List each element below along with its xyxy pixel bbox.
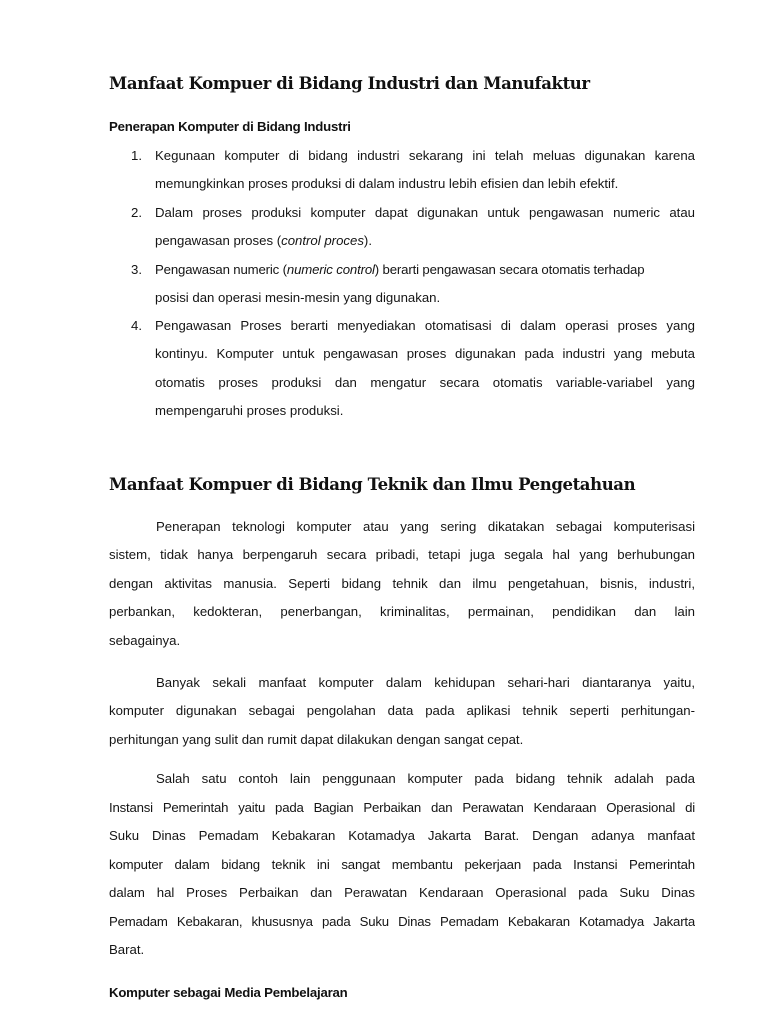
list-item-line: Pengawasan Proses berarti menyediakan otomatisasi di dalam operasi proses yang — [155, 318, 695, 333]
paragraph-line: perhitungan yang sulit dan rumit dapat dilakukan dengan sangat cepat. — [109, 732, 524, 747]
list-item-line: kontinyu. Komputer untuk pengawasan proses digunakan pada industri yang mebuta — [155, 346, 695, 361]
paragraph-line: sebagainya. — [109, 633, 181, 648]
paragraph-line: perbankan, kedokteran, penerbangan, kriminalitas, permainan, pendidikan dan lain — [109, 604, 695, 619]
text-run: ) berarti pengawasan secara otomatis terhadap — [374, 262, 645, 277]
list-item-line: Kegunaan komputer di bidang industri sekarang ini telah meluas digunakan karena — [155, 148, 695, 163]
paragraph-line: Banyak sekali manfaat komputer dalam kehidupan sehari-hari diantaranya yaitu, — [156, 675, 695, 690]
list-item-line: posisi dan operasi mesin-mesin yang digunakan. — [155, 290, 441, 305]
list-item-line: mempengaruhi proses produksi. — [155, 403, 344, 418]
text-run: Pengawasan numeric ( — [155, 262, 287, 277]
text-run: ). — [363, 233, 372, 248]
text-run: pengawasan proses ( — [155, 233, 282, 248]
paragraph-line: komputer dalam bidang teknik ini sangat membantu pekerjaan pada Instansi Pemerintah — [109, 857, 695, 872]
list-item-line: Dalam proses produksi komputer dapat digunakan untuk pengawasan numeric atau — [155, 205, 695, 220]
paragraph-line: sistem, tidak hanya berpengaruh secara pribadi, tetapi juga segala hal yang berhubungan — [109, 547, 695, 562]
list-number: 3. — [131, 262, 142, 277]
paragraph-line: Pemadam Kebakaran, khususnya pada Suku Dinas Pemadam Kebakaran Kotamadya Jakarta — [109, 914, 695, 929]
list-item-line — [155, 232, 372, 250]
list-item-line: memungkinkan proses produksi di dalam industru lebih efisien dan lebih efektif. — [155, 176, 619, 191]
subheading-penerapan-industri: Penerapan Komputer di Bidang Industri — [109, 119, 351, 134]
paragraph-line: Penerapan teknologi komputer atau yang sering dikatakan sebagai komputerisasi — [156, 519, 695, 534]
list-number: 2. — [131, 205, 142, 220]
italic-term: control proces — [281, 233, 364, 248]
paragraph-line: dalam hal Proses Perbaikan dan Perawatan Kendaraan Operasional pada Suku Dinas — [109, 885, 695, 900]
section-heading-teknik: Manfaat Kompuer di Bidang Teknik dan Ilmu Pengetahuan — [109, 475, 636, 494]
italic-term: numeric control — [286, 262, 375, 277]
paragraph-line: Barat. — [109, 942, 145, 957]
paragraph-line: dengan aktivitas manusia. Seperti bidang tehnik dan ilmu pengetahuan, bisnis, industri, — [109, 576, 695, 591]
subheading-media-pembelajaran: Komputer sebagai Media Pembelajaran — [109, 985, 348, 1000]
list-item-line — [155, 261, 695, 279]
list-number: 4. — [131, 318, 142, 333]
section-heading-industri: Manfaat Kompuer di Bidang Industri dan Manufaktur — [109, 74, 590, 93]
paragraph-line: komputer digunakan sebagai pengolahan data pada aplikasi tehnik seperti perhitungan- — [109, 703, 695, 718]
paragraph-line: Suku Dinas Pemadam Kebakaran Kotamadya Jakarta Barat. Dengan adanya manfaat — [109, 828, 695, 843]
list-item-line: otomatis proses produksi dan mengatur secara otomatis variable-variabel yang — [155, 375, 695, 390]
list-number: 1. — [131, 148, 142, 163]
paragraph-line: Instansi Pemerintah yaitu pada Bagian Perbaikan dan Perawatan Kendaraan Operasional di — [109, 800, 695, 815]
paragraph-line: Salah satu contoh lain penggunaan komputer pada bidang tehnik adalah pada — [156, 771, 695, 786]
